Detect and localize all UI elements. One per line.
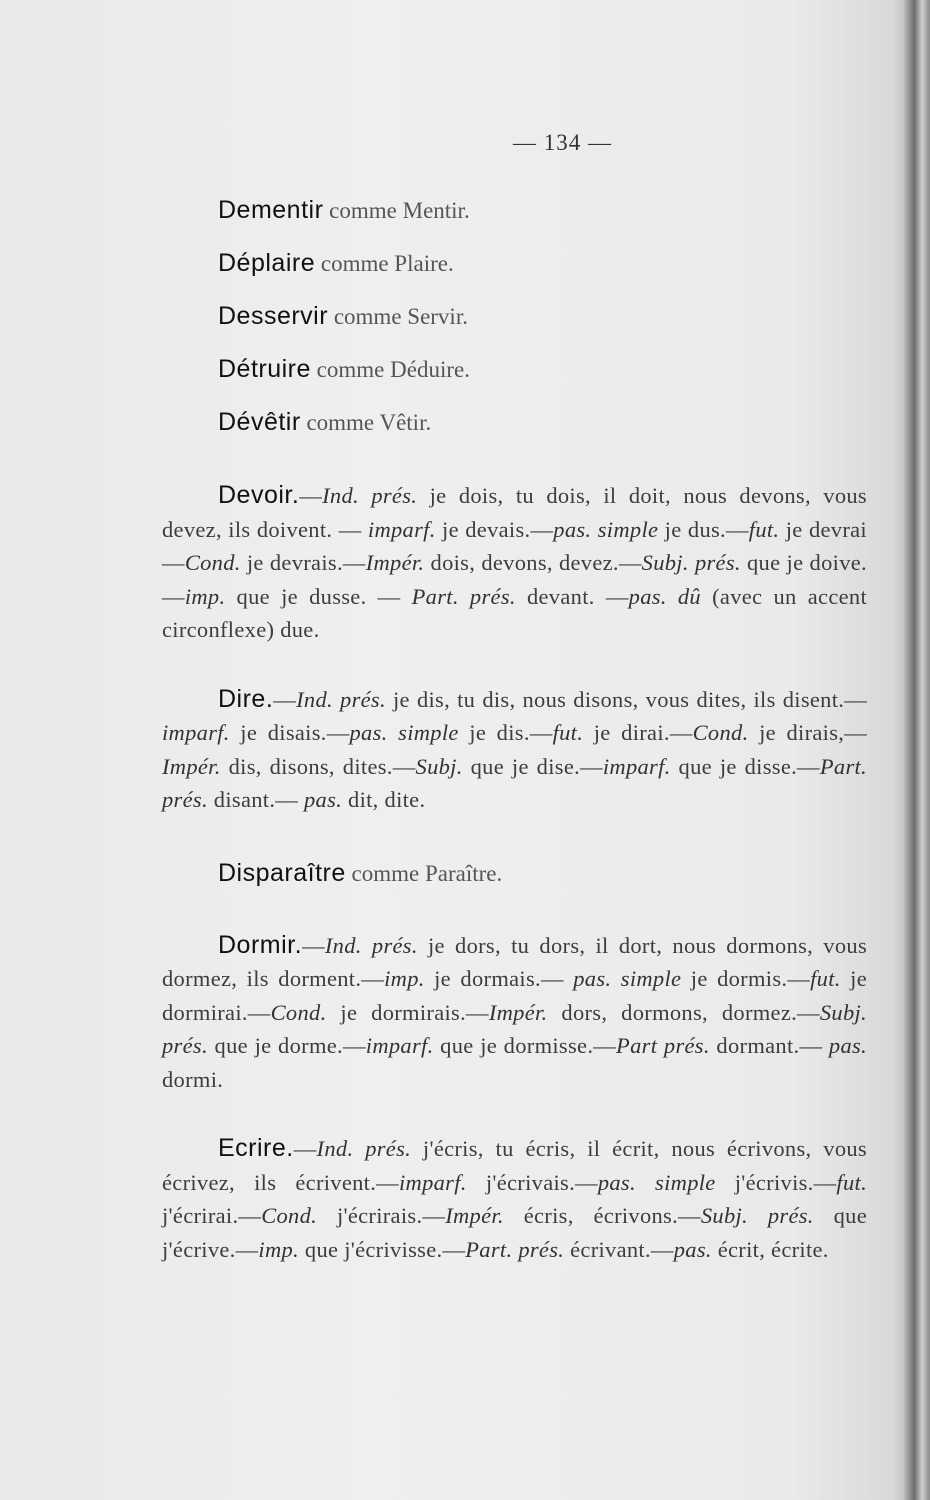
conjugation-text: devant. —: [515, 583, 629, 609]
entry-text: comme Paraître.: [351, 860, 503, 886]
conjugation-text: —: [302, 932, 325, 958]
conjugation-text: écrivant.—: [564, 1236, 674, 1262]
tense-label: pas.: [304, 787, 343, 812]
conjugation-text: je devrais.—: [240, 550, 366, 575]
entry-text: comme Plaire.: [320, 251, 454, 276]
entry-dormir: [162, 929, 867, 1097]
tense-label: Impér.: [488, 999, 548, 1025]
tense-label: Subj. prés.: [641, 550, 741, 575]
conjugation-text: je devrai—: [162, 516, 867, 575]
tense-label: Ind. prés.: [322, 483, 418, 508]
tense-label: imparf.: [162, 720, 230, 745]
conjugation-text: je dis, tu dis, nous disons, vous dites, ils disent.—: [385, 686, 867, 712]
page-binding-edge: [904, 0, 930, 1500]
tense-label: Cond.: [692, 720, 749, 745]
tense-label: imparf.: [602, 753, 671, 779]
entry-devetir: [218, 396, 867, 449]
conjugation-text: j'écrirais.—: [317, 1203, 446, 1228]
conjugation-text: que je doive.—: [162, 550, 867, 609]
conjugation-text: dormi.: [162, 1066, 224, 1092]
entry-desservir: [218, 290, 867, 343]
conjugation-text: je dois, tu dois, il doit, nous devons, vous devez, ils doivent. —: [162, 483, 867, 542]
tense-label: Cond.: [184, 550, 241, 575]
conjugation-text: je dus.—: [658, 516, 749, 542]
conjugation-text: dors, dormons, dormez.—: [547, 999, 820, 1025]
conjugation-text: j'écris, tu écris, il écrit, nous écrivons, vous écrivez, ils écrivent.—: [162, 1136, 867, 1195]
conjugation-text: dis, disons, dites.—: [220, 753, 416, 779]
entry-headword: Dire.: [218, 684, 274, 713]
entry-detruire: [218, 343, 867, 396]
page-content: [162, 130, 867, 1266]
entry-text: comme Servir.: [333, 304, 468, 329]
tense-label: Impér.: [162, 753, 221, 779]
tense-label: Subj. prés.: [700, 1203, 814, 1228]
entry-headword: Déplaire: [218, 249, 316, 277]
tense-label: Part. prés.: [411, 583, 516, 609]
tense-label: pas. simple: [597, 1169, 716, 1195]
entry-deplaire: [218, 237, 867, 290]
conjugation-text: dois, devons, devez.—: [424, 550, 642, 575]
conjugation-text: écris, écrivons.—: [503, 1203, 701, 1228]
tense-label: Cond.: [261, 1203, 318, 1228]
tense-label: imp.: [184, 583, 226, 609]
entry-disparaitre: [218, 843, 867, 903]
conjugation-text: je dormirai.—: [162, 966, 867, 1025]
tense-label: imparf.: [398, 1169, 467, 1195]
conjugation-text: que j'écrive.—: [162, 1203, 867, 1262]
conjugation-text: je dormis.—: [681, 966, 811, 991]
conjugation-text: je dirai.—: [583, 720, 693, 745]
entry-headword: Disparaître: [218, 858, 346, 887]
conjugation-text: je dormirais.—: [326, 999, 489, 1025]
conjugation-text: —: [299, 483, 323, 508]
page-number: — 134 —: [513, 130, 612, 155]
tense-label: fut.: [836, 1169, 867, 1195]
conjugation-text: disant.—: [207, 787, 304, 812]
entry-ecrire: [162, 1132, 867, 1266]
tense-label: Part. prés.: [162, 753, 867, 812]
entry-text: comme Mentir.: [329, 198, 470, 223]
conjugation-text: je dormais.—: [424, 966, 574, 991]
conjugation-text: que je dise.—: [462, 753, 603, 779]
entry-dire: [162, 683, 867, 817]
conjugation-text: que je dorme.—: [207, 1033, 366, 1058]
tense-label: pas.: [828, 1033, 867, 1058]
entry-headword: Devoir.: [218, 481, 300, 509]
conjugation-text: que je dormisse.—: [433, 1033, 617, 1058]
tense-label: Impér.: [365, 550, 425, 575]
conjugation-text: dormant.—: [709, 1033, 829, 1058]
tense-label: Ind. prés.: [296, 686, 386, 712]
tense-label: imp.: [384, 966, 425, 991]
conjugation-text: —: [273, 686, 297, 712]
entry-headword: Dementir: [218, 196, 324, 224]
conjugation-text: écrit, écrite.: [711, 1236, 829, 1262]
conjugation-text: je disais.—: [229, 720, 350, 745]
conjugation-text: que je disse.—: [670, 753, 820, 779]
tense-label: Subj. prés.: [162, 999, 867, 1058]
tense-label: Part prés.: [616, 1033, 710, 1058]
entry-headword: Dévêtir: [218, 408, 301, 436]
entry-headword: Dormir.: [218, 930, 303, 959]
conjugation-text: (avec un accent circonflexe) due.: [162, 583, 868, 642]
tense-label: fut.: [552, 720, 584, 745]
tense-label: Part. prés.: [465, 1236, 565, 1262]
tense-label: pas. dû: [628, 583, 701, 609]
entry-headword: Ecrire.: [218, 1134, 294, 1162]
tense-label: pas. simple: [573, 966, 682, 991]
entry-dementir: [218, 184, 867, 237]
conjugation-text: j'écrivais.—: [466, 1169, 598, 1195]
tense-label: pas. simple: [553, 516, 659, 542]
conjugation-text: j'écrirai.—: [162, 1203, 262, 1228]
tense-label: Ind. prés.: [316, 1136, 412, 1161]
conjugation-text: je dis.—: [458, 720, 553, 745]
conjugation-text: je dirais,—: [748, 720, 867, 745]
conjugation-text: dit, dite.: [342, 787, 426, 812]
tense-label: imparf.: [365, 1033, 434, 1058]
tense-label: imparf.: [367, 516, 436, 542]
tense-label: Ind. prés.: [324, 932, 418, 958]
tense-label: fut.: [748, 516, 780, 542]
tense-label: Subj.: [415, 753, 463, 779]
tense-label: Cond.: [270, 999, 327, 1025]
tense-label: pas. simple: [349, 720, 459, 745]
conjugation-text: que j'écrivisse.—: [298, 1236, 466, 1262]
entry-headword: Desservir: [218, 302, 329, 330]
tense-label: Impér.: [445, 1203, 504, 1228]
tense-label: imp.: [258, 1236, 299, 1262]
conjugation-text: —: [293, 1136, 317, 1161]
conjugation-text: que je dusse. —: [225, 583, 412, 609]
conjugation-text: j'écrivis.—: [715, 1169, 837, 1195]
entry-text: comme Déduire.: [316, 357, 470, 382]
conjugation-text: je devais.—: [435, 516, 554, 542]
tense-label: fut.: [810, 966, 841, 991]
entry-text: comme Vêtir.: [306, 410, 432, 435]
conjugation-text: je dors, tu dors, il dort, nous dormons, vous dormez, ils dorment.—: [162, 932, 867, 991]
tense-label: pas.: [673, 1236, 712, 1262]
entry-devoir: [162, 479, 867, 647]
entry-headword: Détruire: [218, 355, 311, 383]
